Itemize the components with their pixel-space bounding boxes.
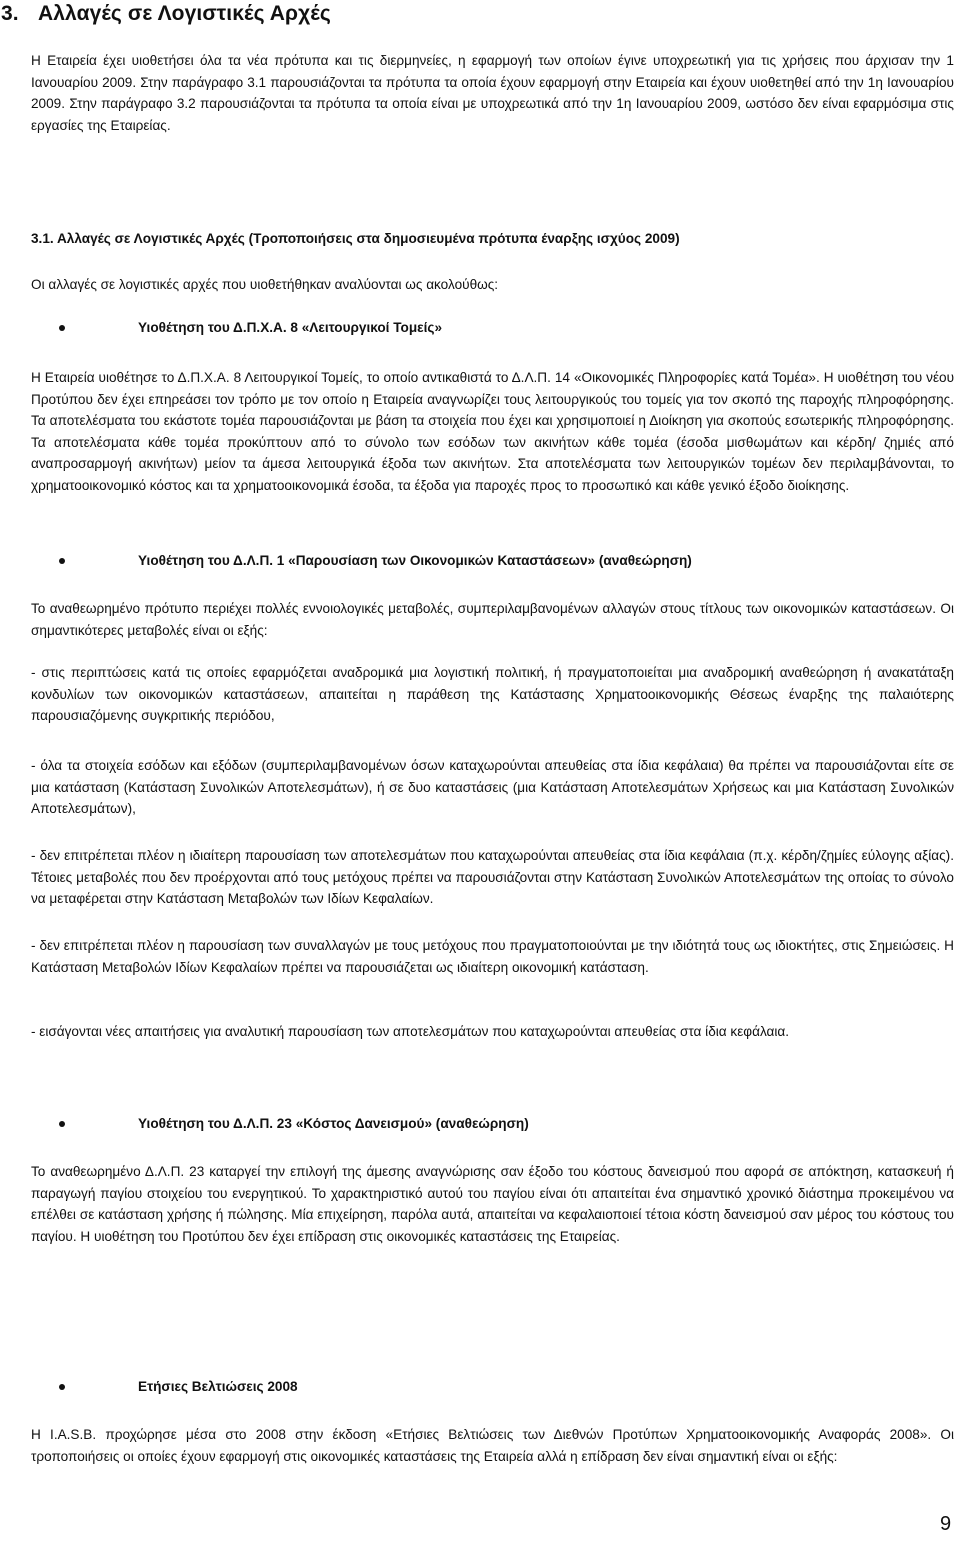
intro-paragraph: Η Εταιρεία έχει υιοθετήσει όλα τα νέα πρότυπα και τις διερμηνείες, η εφαρμογή των οποίων έγινε υποχρεωτική για τις χρήσεις που άρχισαν την 1 Ιανουαρίου 2009. Στην παράγραφο 3.1 παρουσιάζονται τα πρότυπα τα οποία έχουν εφαρμογή στην Εταιρεία και έχουν υιοθετηθεί από την 1η Ιανουαρίου 2009. Στην παράγραφο 3.2 παρουσιάζονται τα πρότυπα τα οποία είναι με υποχρεωτικά από την 1η Ιανουαρίου 2009, ωστόσο δεν είναι εφαρμόσιμα στις εργασίες της Εταιρείας. [31,53,954,133]
ias23-paragraph: Το αναθεωρημένο Δ.Λ.Π. 23 καταργεί την επιλογή της άμεσης αναγνώρισης σαν έξοδο του κόστους δανεισμού που αφορά σε απόκτηση, κατασκευή ή παραγωγή παγίου στοιχείου του ενεργητικού. Το χαρακτηριστικό αυτού του παγίου είναι ότι απαιτείται ένα σημαντικό χρονικό διάστημα προκειμένου να επέλθει σε κατάσταση χρήσης ή πώλησης. Μία επιχείρηση, παρόλα αυτά, απαιτείται να κεφαλαιοποιεί τέτοια κόστη δανεισμού σαν μέρος του κόστους του παγίου. Η υιοθέτηση του Προτύπου δεν έχει επίδραση στις οικονομικές καταστάσεις της Εταιρείας. [31,1164,954,1244]
annual-improvements-paragraph: Η I.A.S.B. προχώρησε μέσα στο 2008 στην έκδοση «Ετήσιες Βελτιώσεις των Διεθνών Προτύπων Χρηματοοικονομικής Αναφοράς 2008». Οι τροποποιήσεις οι οποίες έχουν εφαρμογή στις οικονομικές καταστάσεις της Εταιρεία αλλά η επίδραση δεν είναι σημαντική είναι οι εξής: [31,1427,954,1464]
ias1-paragraph-intro: Το αναθεωρημένο πρότυπο περιέχει πολλές εννοιολογικές μεταβολές, συμπεριλαμβανομένων αλλαγών στους τίτλους των οικονομικών καταστάσεων. Οι σημαντικότερες μεταβολές είναι οι εξής: [31,601,954,638]
ifrs8-paragraph: Η Εταιρεία υιοθέτησε το Δ.Π.Χ.Α. 8 Λειτουργικοί Τομείς, το οποίο αντικαθιστά το Δ.Λ.Π. 14 «Οικονομικές Πληροφορίες κατά Τομέα». Η υιοθέτηση του νέου Προτύπου δεν έχει επηρεάσει τον τρόπο με τον οποίο η Εταιρεία αναγνωρίζει τους λειτουργικούς του τομείς για τον σκοπό της παροχής πληροφόρησης. Τα αποτελέσματα του εκάστοτε τομέα παρουσιάζονται με βάση τα στοιχεία που έχει και χρησιμοποιεί η Διοίκηση για σκοπούς εσωτερικής πληροφόρησης. Τα αποτελέσματα κάθε τομέα προκύπτουν από το σύνολο των εσόδων των ακινήτων κάθε τομέα (έσοδα μισθωμάτων και κέρδη/ ζημιές από αναπροσαρμογή ακινήτων) μείον τα άμεσα λειτουργικά έξοδα των ακινήτων. Στα αποτελέσματα των λειτουργικών τομέων δεν περιλαμβάνονται, το χρηματοοικονομικό κόστος και τα χρηματοοικονομικά έσοδα, τα έξοδα για παροχές προς το προσωπικό και κάθε γενικό έξοδο διοίκησης. [31,370,954,493]
page-number: 9 [940,1513,952,1535]
bullet-title: Υιοθέτηση του Δ.Π.Χ.Α. 8 «Λειτουργικοί Τομείς» [138,320,443,335]
bullet-icon [59,558,65,564]
subsection-lead: Οι αλλαγές σε λογιστικές αρχές που υιοθετήθηκαν αναλύονται ως ακολούθως: [31,277,499,292]
section-number: 3. [1,2,19,25]
section-heading [1,2,331,26]
bullet-icon [59,1121,65,1127]
ias1-paragraph-change-3: - δεν επιτρέπεται πλέον η ιδιαίτερη παρουσίαση των αποτελεσμάτων που καταχωρούνται απευθείας στα ίδια κεφάλαια (π.χ. κέρδη/ζημίες εύλογης αξίας). Τέτοιες μεταβολές που δεν προέρχονται από τους μετόχους πρέπει να παρουσιάζονται στην Κατάσταση Συνολικών Αποτελεσμάτων της οποίας το σύνολο να μεταφέρεται στην Κατάσταση Μεταβολών των Ιδίων Κεφαλαίων. [31,848,954,907]
ias1-paragraph-change-4: - δεν επιτρέπεται πλέον η παρουσίαση των συναλλαγών με τους μετόχους που πραγματοποιούνται με την ιδιότητά τους ως ιδιοκτήτες, στις Σημειώσεις. Η Κατάσταση Μεταβολών Ιδίων Κεφαλαίων πρέπει να παρουσιάζεται ως ιδιαίτερη οικονομική κατάσταση. [31,938,954,975]
bullet-icon [59,325,65,331]
bullet-title: Υιοθέτηση του Δ.Λ.Π. 23 «Κόστος Δανεισμού» (αναθεώρηση) [138,1116,529,1131]
ias1-paragraph-change-2: - όλα τα στοιχεία εσόδων και εξόδων (συμπεριλαμβανομένων όσων καταχωρούνται απευθείας στα ίδια κεφάλαια) θα πρέπει να παρουσιάζονται είτε σε μια κατάσταση (Κατάσταση Συνολικών Αποτελεσμάτων), ή σε δυο καταστάσεις (μια Κατάσταση Αποτελεσμάτων Χρήσεως και μια Κατάσταση Συνολικών Αποτελεσμάτων), [31,758,954,817]
ias1-paragraph-change-1: - στις περιπτώσεις κατά τις οποίες εφαρμόζεται αναδρομικά μια λογιστική πολιτική, ή πραγματοποιείται μια αναδρομική αναθεώρηση ή ανακατάταξη κονδυλίων των οικονομικών καταστάσεων, απαιτείται η παράθεση της Κατάστασης Χρηματοοικονομικής Θέσεως έναρξης της παλαιότερης παρουσιαζόμενης συγκριτικής περιόδου, [31,665,954,724]
bullet-icon [59,1384,65,1390]
bullet-title: Υιοθέτηση του Δ.Λ.Π. 1 «Παρουσίαση των Οικονομικών Καταστάσεων» (αναθεώρηση) [138,553,692,568]
ias1-paragraph-change-5: - εισάγονται νέες απαιτήσεις για αναλυτική παρουσίαση των αποτελεσμάτων που καταχωρούνται απευθείας στα ίδια κεφάλαια. [31,1024,790,1039]
section-title: Αλλαγές σε Λογιστικές Αρχές [38,2,331,25]
subsection-title: 3.1. Αλλαγές σε Λογιστικές Αρχές (Τροποποιήσεις στα δημοσιευμένα πρότυπα έναρξης ισχύος 2009) [31,231,680,246]
bullet-title: Ετήσιες Βελτιώσεις 2008 [138,1379,298,1394]
